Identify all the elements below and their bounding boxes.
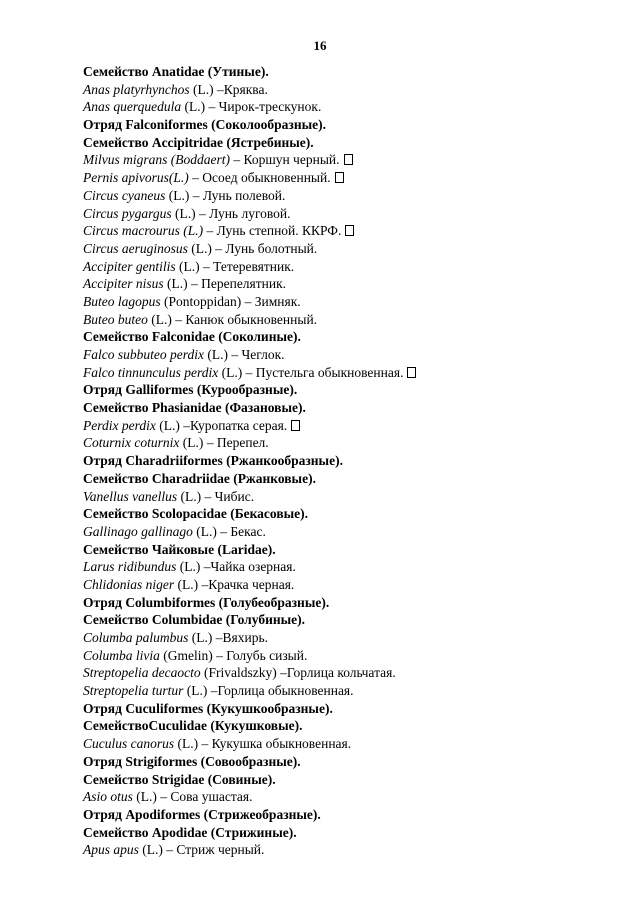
species-entry [83,523,623,541]
common-name: (Gmelin) – Голубь сизый. [159,647,308,663]
taxon-heading [83,63,623,81]
heading-text: Семейство Apodidae (Стрижиные). [83,824,297,840]
species-entry [83,417,623,435]
latin-name: Circus cyaneus [83,187,166,203]
taxon-heading [83,452,623,470]
heading-text: Отряд Falconiformes (Соколообразные). [83,117,327,133]
latin-name: Circus aeruginosus [83,240,188,256]
latin-name: Columba livia [83,647,160,663]
common-name: – Коршун черный. [229,152,340,168]
taxon-heading [83,611,623,629]
heading-text: Семейство Чайковые (Laridae). [83,541,276,557]
species-entry [83,576,623,594]
species-entry [83,81,623,99]
latin-name: Buteo buteo [83,311,148,327]
latin-name: Falco tinnunculus perdix [83,364,219,380]
latin-name: Cuculus canorus [83,736,175,752]
heading-text: Семейство Columbidae (Голубиные). [83,612,306,628]
checkbox-mark-icon [344,154,353,165]
heading-text: Отряд Charadriiformes (Ржанкообразные). [83,453,343,469]
common-name: (L.) – Пустельга обыкновенная. [218,364,404,380]
species-entry [83,647,623,665]
common-name: (L.) –Крачка черная. [174,576,295,592]
common-name: (L.) – Лунь болотный. [187,240,318,256]
page-number: 16 [313,38,327,53]
species-entry [83,682,623,700]
heading-text: Отряд Apodiformes (Стрижеобразные). [83,806,321,822]
latin-name: Accipiter gentilis [83,258,176,274]
common-name: (L.) –Чайка озерная. [176,559,296,575]
species-entry [83,293,623,311]
common-name: (L.) – Чирок-трескунок. [181,99,322,115]
species-entry [83,240,623,258]
heading-text: Отряд Columbiformes (Голубеобразные). [83,594,330,610]
taxon-heading [83,381,623,399]
latin-name: Circus macrourus (L.) [83,223,204,239]
heading-text: Семейство Falconidae (Соколиные). [83,329,301,345]
common-name: (L.) – Перепел. [179,435,269,451]
latin-name: Coturnix coturnix [83,435,180,451]
species-entry [83,151,623,169]
species-entry [83,222,623,240]
common-name: (L.) –Горлица обыкновенная. [183,683,354,699]
common-name: (L.) –Куропатка серая. [155,417,288,433]
common-name: (L.) – Бекас. [192,523,266,539]
heading-text: Отряд Galliformes (Курообразные). [83,382,298,398]
common-name: (L.) – Перепелятник. [163,276,287,292]
latin-name: Streptopelia decaocto [83,665,201,681]
latin-name: Accipiter nisus [83,276,164,292]
species-entry [83,488,623,506]
common-name: – Осоед обыкновенный. [188,170,331,186]
species-entry [83,558,623,576]
checkbox-mark-icon [345,225,354,236]
taxon-heading [83,399,623,417]
latin-name: Perdix perdix [83,417,156,433]
taxon-heading [83,717,623,735]
common-name: (L.) – Лунь луговой. [171,205,291,221]
taxon-heading [83,116,623,134]
common-name: (L.) – Канюк обыкновенный. [147,311,318,327]
common-name: (L.) – Чибис. [177,488,255,504]
species-entry [83,788,623,806]
heading-text: Отряд Strigiformes (Совообразные). [83,753,301,769]
latin-name: Anas querquedula [83,99,182,115]
checkbox-mark-icon [335,172,344,183]
common-name: (L.) – Кукушка обыкновенная. [174,736,352,752]
species-entry [83,98,623,116]
taxon-heading [83,594,623,612]
common-name: (L.) – Лунь полевой. [165,187,286,203]
latin-name: Pernis apivorus(L.) [83,170,189,186]
latin-name: Falco subbuteo perdix [83,347,204,362]
common-name: – Лунь степной. ККРФ. [203,223,342,239]
common-name: (L.) – Тетеревятник. [175,258,295,274]
species-entry [83,434,623,452]
heading-text: Семейство Phasianidae (Фазановые). [83,400,306,416]
species-entry [83,311,623,329]
heading-text: Семейство Strigidae (Совиные). [83,771,276,787]
species-entry [83,364,623,382]
common-name: (L.) –Вяхирь. [188,630,268,645]
checkbox-mark-icon [407,367,416,378]
checkbox-mark-icon [291,420,300,431]
latin-name: Buteo lagopus [83,293,161,309]
species-entry [83,275,623,293]
taxon-heading [83,771,623,789]
common-name: (L.) – Сова ушастая. [132,789,253,805]
latin-name: Apus apus [83,842,139,858]
species-entry [83,841,623,859]
latin-name: Vanellus vanellus [83,488,178,504]
latin-name: Asio otus [83,789,133,805]
species-list [83,63,623,859]
heading-text: Отряд Cuculiformes (Кукушкообразные). [83,700,333,716]
heading-text: СемействоCuculidae (Кукушковые). [83,718,303,734]
taxon-heading [83,700,623,718]
species-entry [83,187,623,205]
taxon-heading [83,470,623,488]
common-name: (L.) – Чеглок. [203,347,285,362]
species-entry [83,346,623,364]
latin-name: Gallinago gallinago [83,523,193,539]
species-entry [83,169,623,187]
latin-name: Columba palumbus [83,630,189,645]
common-name: (L.) –Кряква. [189,81,268,97]
species-entry [83,664,623,682]
species-entry [83,735,623,753]
species-entry [83,629,623,647]
common-name: (Pontoppidan) – Зимняк. [160,293,301,309]
latin-name: Streptopelia turtur [83,683,184,699]
taxon-heading [83,824,623,842]
taxon-heading [83,505,623,523]
heading-text: Семейство Scolopacidae (Бекасовые). [83,506,309,522]
taxon-heading [83,134,623,152]
taxon-heading [83,806,623,824]
common-name: (L.) – Стриж черный. [138,842,265,858]
latin-name: Circus pygargus [83,205,172,221]
heading-text: Семейство Anatidae (Утиные). [83,64,269,79]
taxon-heading [83,541,623,559]
common-name: (Frivaldszky) –Горлица кольчатая. [200,665,396,681]
species-entry [83,205,623,223]
taxon-heading [83,753,623,771]
heading-text: Семейство Charadriidae (Ржанковые). [83,470,316,486]
latin-name: Chlidonias niger [83,576,175,592]
latin-name: Anas platyrhynchos [83,81,190,97]
species-entry [83,258,623,276]
heading-text: Семейство Accipitridae (Ястребиные). [83,134,314,150]
taxon-heading [83,328,623,346]
latin-name: Larus ridibundus [83,559,177,575]
latin-name: Milvus migrans (Boddaert) [83,152,230,168]
